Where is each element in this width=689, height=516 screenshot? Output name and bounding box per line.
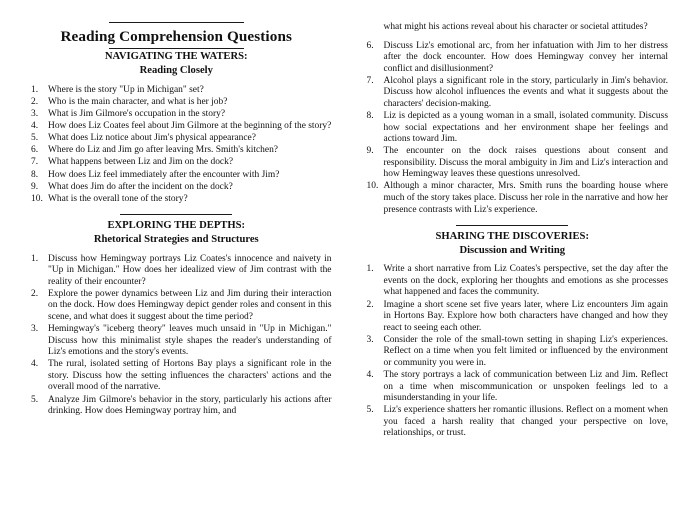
- section-heading-sharing-the-discoveries: [357, 225, 669, 257]
- list-item-number: 1.: [366, 264, 374, 275]
- list-item-number: 8.: [366, 111, 374, 122]
- section-subheading-text: Reading Closely: [139, 65, 213, 77]
- list-item-text: Where do Liz and Jim go after leaving Mrs. Smith's kitchen?: [48, 145, 278, 156]
- document-title-block: [21, 22, 332, 49]
- list-item: [357, 370, 669, 405]
- list-item-number: 1.: [31, 84, 39, 95]
- list-item-number: 3.: [366, 334, 374, 345]
- question-list-sharing-the-discoveries: [357, 264, 669, 440]
- list-item-text: Analyze Jim Gilmore's behavior in the story, particularly his actions after drinking. How does Hemingway portray him, and: [48, 394, 332, 417]
- list-item: [357, 146, 669, 181]
- list-item-number: 10.: [366, 181, 379, 192]
- list-item-text: How does Liz feel immediately after the encounter with Jim?: [48, 169, 280, 180]
- list-item-number: 7.: [31, 157, 39, 168]
- list-item: [21, 194, 332, 206]
- list-item-text: Imagine a short scene set five years later, where Liz encounters Jim again in Hortons Bay. Explore how both characters have changed and how they react to seeing each other.: [383, 299, 668, 333]
- title-rule-below: [109, 48, 244, 49]
- list-item-number: 8.: [31, 169, 39, 180]
- list-item: [357, 76, 669, 111]
- section-rule: [120, 214, 232, 215]
- list-item-text: Who is the main character, and what is her job?: [48, 96, 228, 107]
- list-item-text: Alcohol plays a significant role in the story, particularly in Jim's behavior. Discuss how alcohol influences the events and what it suggests about the characters' decision-making.: [383, 75, 668, 109]
- column-left: [21, 22, 332, 510]
- list-item: [21, 289, 332, 324]
- list-item: [21, 97, 332, 109]
- list-item: [21, 170, 332, 182]
- title-rule-above: [109, 22, 244, 23]
- list-item-number: 3.: [31, 324, 39, 335]
- question-list-navigating-the-waters: [21, 85, 332, 206]
- continuation-paragraph: what might his actions reveal about his character or societal attitudes?: [383, 22, 648, 32]
- list-item-text: What does Liz notice about Jim's physical appearance?: [48, 133, 256, 144]
- list-item-text: Discuss how Hemingway portrays Liz Coates's innocence and naivety in "Up in Michigan." How does her idealized view of Jim contrast with the reality of their encounter?: [48, 253, 332, 287]
- section-heading-text: NAVIGATING THE WATERS:: [104, 51, 248, 63]
- list-item: [21, 359, 332, 394]
- list-item: [21, 157, 332, 169]
- list-item: [21, 254, 332, 289]
- list-item: [357, 181, 669, 216]
- list-item-number: 2.: [31, 288, 39, 299]
- list-item-text: What is Jim Gilmore's occupation in the story?: [48, 108, 226, 119]
- list-item: [21, 145, 332, 157]
- list-item: [21, 121, 332, 133]
- list-item-text: What does Jim do after the incident on the dock?: [48, 181, 233, 192]
- list-item: [357, 111, 669, 146]
- list-item-number: 6.: [366, 40, 374, 51]
- list-item-text: Where is the story "Up in Michigan" set?: [48, 84, 204, 95]
- list-item-number: 2.: [366, 299, 374, 310]
- list-item: [21, 133, 332, 145]
- list-item-text: Consider the role of the small-town setting in shaping Liz's experiences. Reflect on a time when you felt limited or influenced by the environment or community you were in.: [383, 334, 668, 368]
- column-right: [357, 22, 669, 510]
- list-item-text: Liz's experience shatters her romantic illusions. Reflect on a moment when you faced a harsh reality that changed your perspective on love, relationships, or trust.: [383, 405, 668, 439]
- list-item-number: 3.: [31, 108, 39, 119]
- list-item-number: 5.: [31, 394, 39, 405]
- list-item-number: 2.: [31, 96, 39, 107]
- list-item-number: 4.: [31, 359, 39, 370]
- list-item: [357, 300, 669, 335]
- list-item-number: 5.: [366, 405, 374, 416]
- list-item-number: 4.: [366, 369, 374, 380]
- list-item-text: Explore the power dynamics between Liz and Jim during their interaction on the dock. How does Hemingway depict gender roles and consent in this scene, and what does it suggest about the time period?: [48, 288, 332, 322]
- section-subheading-text: Rhetorical Strategies and Structures: [93, 234, 259, 246]
- list-item: [21, 395, 332, 418]
- list-item-text: Liz is depicted as a young woman in a small, isolated community. Discuss how social expectations and her environment shape her feelings and actions toward Jim.: [383, 111, 668, 145]
- list-item: [357, 335, 669, 370]
- list-item-number: 10.: [31, 193, 43, 204]
- list-item-text: The story portrays a lack of communication between Liz and Jim. Reflect on a time when miscommunication or unspoken feelings led to a misunderstanding in your life.: [383, 369, 668, 404]
- section-heading-exploring-the-depths: [21, 214, 332, 246]
- section-subheading-text: Discussion and Writing: [459, 245, 566, 257]
- page-title: Reading Comprehension Questions: [60, 28, 292, 45]
- section-heading-text: SHARING THE DISCOVERIES:: [435, 231, 589, 243]
- list-item-text: Hemingway's "iceberg theory" leaves much unsaid in "Up in Michigan." Discuss how this minimalist style shapes the reader's understanding of Liz's emotions and the story's events.: [48, 324, 332, 358]
- list-item-number: 7.: [366, 75, 374, 86]
- list-item-text: What happens between Liz and Jim on the dock?: [48, 157, 234, 168]
- list-item-text: Write a short narrative from Liz Coates's perspective, set the day after the events on the dock, exploring her thoughts and emotions as she processes what happened and faces the community.: [383, 264, 668, 298]
- list-item-number: 1.: [31, 253, 39, 264]
- list-item-text: The rural, isolated setting of Hortons Bay plays a significant role in the story. Discuss how the setting influences the characters' actions and the overall mood of the narrative.: [48, 359, 332, 393]
- column-gutter: [332, 22, 357, 510]
- list-item-text: How does Liz Coates feel about Jim Gilmore at the beginning of the story?: [48, 121, 332, 132]
- list-item: [21, 85, 332, 97]
- list-item: [357, 41, 669, 76]
- section-heading-text: EXPLORING THE DEPTHS:: [107, 220, 246, 232]
- list-item-text: Although a minor character, Mrs. Smith runs the boarding house where much of the story takes place. Discuss her role in the narrative and how her presence contrasts with Liz's experience.: [383, 181, 668, 215]
- section-heading-navigating-the-waters: [21, 51, 332, 77]
- section-rule: [456, 225, 568, 226]
- list-item-text: What is the overall tone of the story?: [48, 193, 188, 204]
- list-item-number: 9.: [366, 146, 374, 157]
- list-item: [21, 109, 332, 121]
- question-list-exploring-the-depths-continued: [357, 41, 669, 217]
- list-item: [357, 264, 669, 299]
- question-list-exploring-the-depths: [21, 254, 332, 418]
- list-item-text: The encounter on the dock raises questions about consent and responsibility. Discuss the moral ambiguity in Jim and Liz's interaction and how Hemingway leaves these questions unresolved.: [383, 146, 668, 180]
- list-item-text: Discuss Liz's emotional arc, from her infatuation with Jim to her distress after the dock encounter. How does Hemingway convey her internal conflict and disillusionment?: [383, 40, 668, 74]
- list-item-number: 9.: [31, 181, 39, 192]
- list-item: [21, 182, 332, 194]
- list-item-number: 6.: [31, 145, 39, 156]
- list-item: [357, 405, 669, 440]
- list-item-number: 5.: [31, 133, 39, 144]
- list-item: [21, 324, 332, 359]
- list-item-number: 4.: [31, 121, 39, 132]
